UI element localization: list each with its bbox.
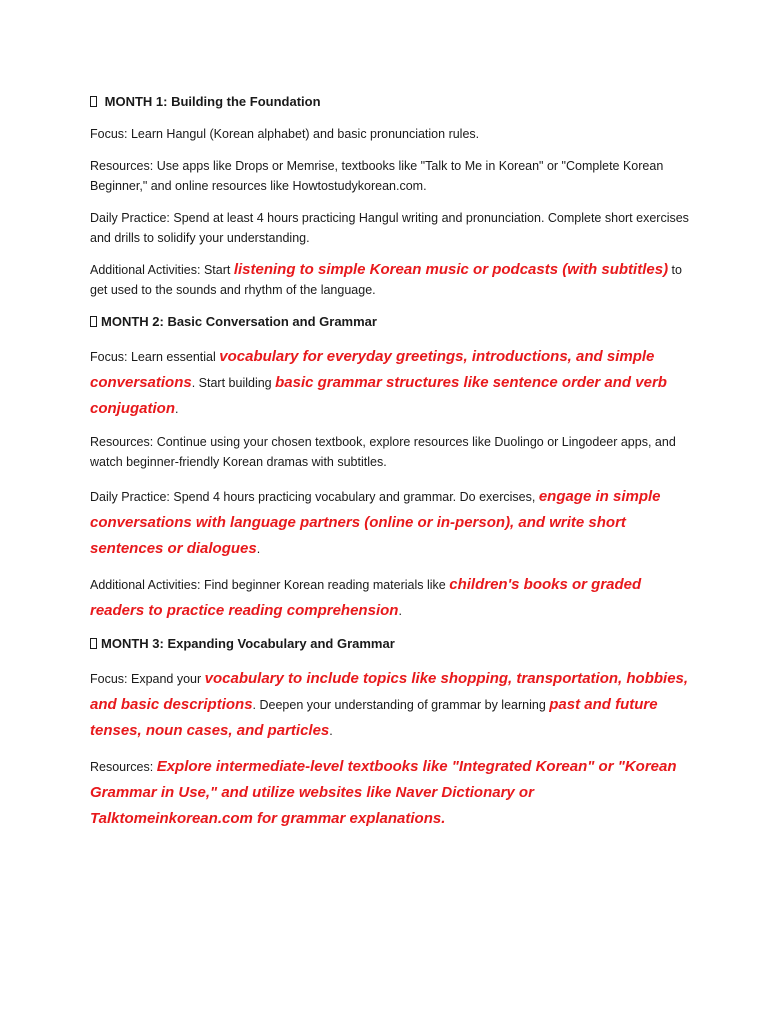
month1-focus: Focus: Learn Hangul (Korean alphabet) and basic pronunciation rules.	[90, 127, 480, 141]
highlight-text: Explore intermediate-level textbooks like "Integrated Korean" or "Korean Grammar in Use," and utilize websites like Naver Dictionary or Talktomeinkorean.com for grammar explanations.	[90, 758, 677, 827]
month2-daily-practice: Daily Practice: Spend 4 hours practicing vocabulary and grammar. Do exercises, engage in simple conversations with language partners (online or in-person), and write short sentences or dialogues.	[90, 488, 661, 557]
highlight-text: vocabulary for everyday greetings, introductions, and simple conversations	[90, 348, 655, 391]
highlight-text: listening to simple Korean music or podcasts (with subtitles)	[233, 261, 669, 278]
month2-heading: MONTH 2: Basic Conversation and Grammar	[90, 312, 690, 332]
missing-glyph-icon	[90, 96, 97, 107]
highlight-text: children's books or graded readers to practice reading comprehension	[90, 576, 642, 619]
highlight-text: engage in simple conversations with language partners (online or in-person), and write short sentences or dialogues	[90, 488, 661, 557]
document-page	[90, 92, 690, 842]
month1-daily-practice: Daily Practice: Spend at least 4 hours practicing Hangul writing and pronunciation. Complete short exercises and drills to solidify your understanding.	[90, 211, 689, 245]
missing-glyph-icon	[90, 638, 97, 649]
highlight-text: past and future tenses, noun cases, and particles	[90, 696, 658, 739]
month2-focus: Focus: Learn essential vocabulary for everyday greetings, introductions, and simple conversations. Start building basic grammar structures like sentence order and verb conjugation.	[90, 348, 667, 417]
month1-heading: MONTH 1: Building the Foundation	[90, 92, 690, 112]
month1-additional-activities: Additional Activities: Start listening to simple Korean music or podcasts (with subtitles) to get used to the sounds and rhythm of the language.	[90, 261, 682, 297]
highlight-text: basic grammar structures like sentence order and verb conjugation	[90, 374, 667, 417]
month2-resources: Resources: Continue using your chosen textbook, explore resources like Duolingo or Lingodeer apps, and watch beginner-friendly Korean dramas with subtitles.	[90, 435, 676, 469]
highlight-text: vocabulary to include topics like shopping, transportation, hobbies, and basic descriptions	[90, 670, 689, 713]
month3-focus: Focus: Expand your vocabulary to include topics like shopping, transportation, hobbies, and basic descriptions. Deepen your understanding of grammar by learning past and future tenses, noun cases, and particles.	[90, 670, 689, 739]
month3-resources: Resources: Explore intermediate-level textbooks like "Integrated Korean" or "Korean Grammar in Use," and utilize websites like Naver Dictionary or Talktomeinkorean.com for grammar explanations.	[90, 758, 677, 827]
month3-heading: MONTH 3: Expanding Vocabulary and Grammar	[90, 634, 690, 654]
month1-resources: Resources: Use apps like Drops or Memrise, textbooks like "Talk to Me in Korean" or "Complete Korean Beginner," and online resources like Howtostudykorean.com.	[90, 159, 664, 193]
missing-glyph-icon	[90, 316, 97, 327]
month2-additional-activities: Additional Activities: Find beginner Korean reading materials like children's books or graded readers to practice reading comprehension.	[90, 576, 642, 619]
